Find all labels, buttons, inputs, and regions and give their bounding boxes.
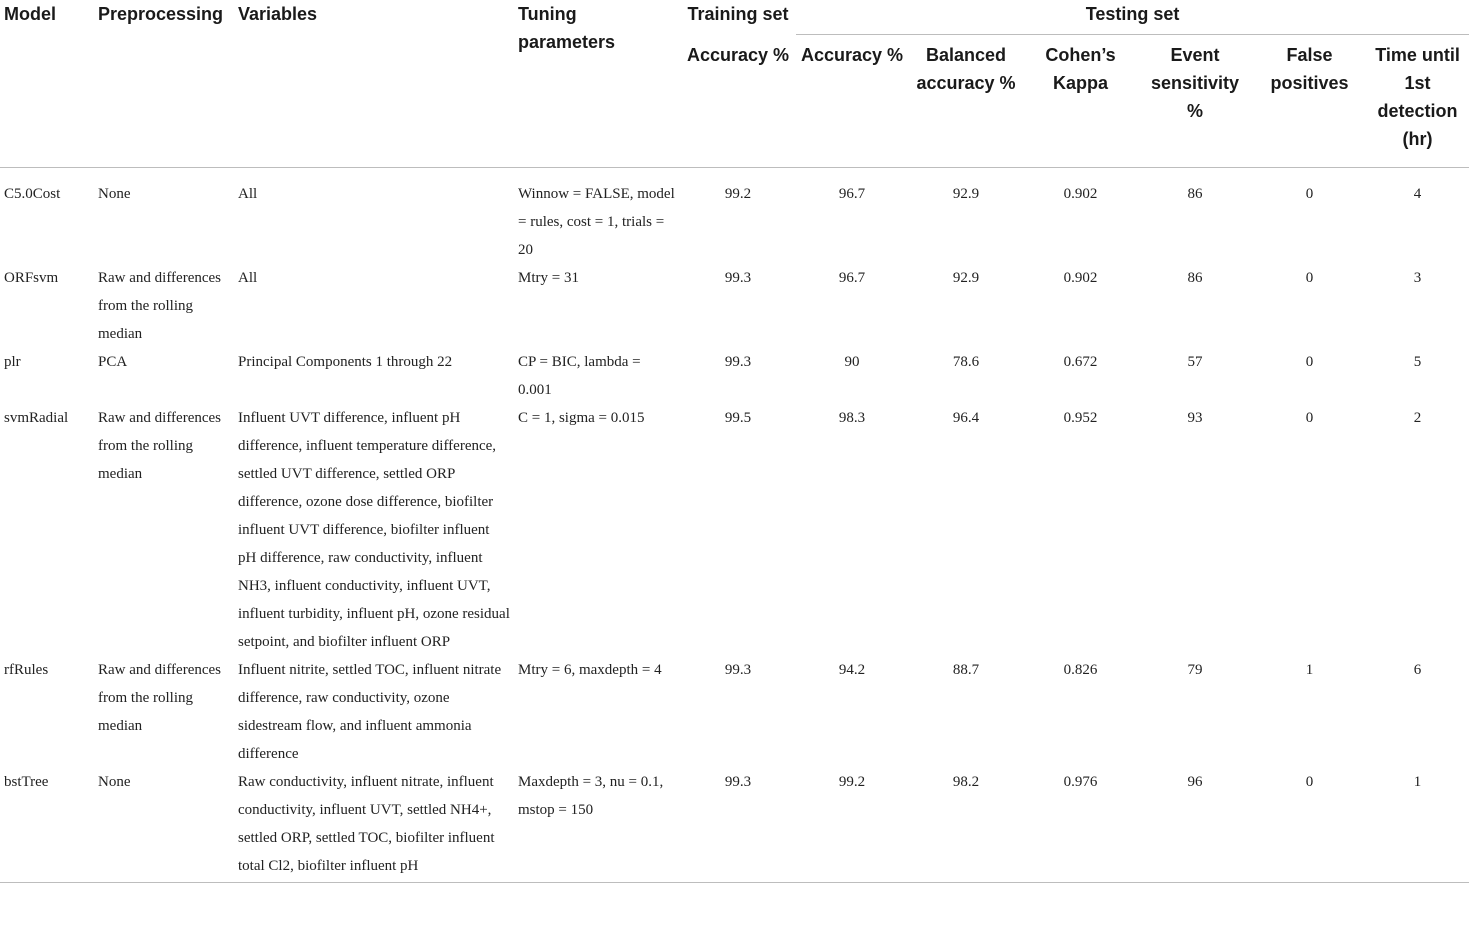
header-training-accuracy: Accuracy %	[680, 35, 796, 168]
header-time-until-detection: Time until 1st detection (hr)	[1366, 35, 1469, 168]
cell-tuning: Mtry = 6, maxdepth = 4	[518, 662, 662, 678]
cell-time-until-detection: 1	[1366, 768, 1469, 883]
header-tuning-parameters: Tuning parameters	[514, 0, 680, 168]
cell-time-until-detection: 4	[1413, 186, 1422, 202]
cell-tuning: Winnow = FALSE, model = rules, cost = 1, trials = 20	[518, 186, 675, 258]
cell-tuning: Maxdepth = 3, nu = 0.1, mstop = 150	[514, 768, 680, 883]
cell-model: bstTree	[0, 768, 94, 883]
cell-false-positives: 0	[1305, 410, 1314, 426]
cell-time-until-detection: 3	[1413, 270, 1422, 286]
cell-variables: All	[238, 186, 258, 202]
cell-time-until-detection: 6	[1413, 662, 1422, 678]
cell-tuning: C = 1, sigma = 0.015	[518, 410, 645, 426]
header-false-positives: False positives	[1253, 35, 1366, 168]
cell-tuning: Mtry = 31	[518, 270, 579, 286]
cell-preprocessing: None	[94, 768, 234, 883]
cell-accuracy: 94.2	[838, 662, 866, 678]
cell-false-positives: 0	[1305, 186, 1314, 202]
table-row	[0, 348, 1469, 404]
cell-balanced-accuracy: 92.9	[952, 270, 980, 286]
header-testing-set: Testing set	[796, 0, 1469, 35]
table-row	[0, 264, 1469, 348]
cell-model: ORFsvm	[4, 270, 59, 286]
header-preprocessing: Preprocessing	[94, 0, 234, 168]
cell-false-positives: 0	[1305, 270, 1314, 286]
cell-kappa: 0.902	[1063, 270, 1098, 286]
header-training-set: Training set	[687, 4, 789, 24]
table-body	[0, 168, 1469, 883]
table-header	[0, 0, 1469, 168]
table-row	[0, 168, 1469, 265]
cell-variables: Influent nitrite, settled TOC, influent nitrate difference, raw conductivity, ozone sidestream flow, and influent ammonia difference	[238, 662, 502, 762]
cell-kappa: 0.672	[1063, 354, 1098, 370]
cell-model: svmRadial	[4, 410, 69, 426]
cell-variables: Principal Components 1 through 22	[238, 354, 453, 370]
table-row	[0, 404, 1469, 656]
cell-event-sensitivity: 86	[1187, 186, 1203, 202]
cell-balanced-accuracy: 88.7	[952, 662, 980, 678]
cell-time-until-detection: 5	[1413, 354, 1422, 370]
cell-kappa: 0.976	[1024, 768, 1137, 883]
cell-accuracy: 90	[844, 354, 860, 370]
cell-event-sensitivity: 86	[1187, 270, 1203, 286]
header-model: Model	[0, 0, 94, 168]
header-event-sensitivity: Event sensitivity %	[1137, 35, 1253, 168]
cell-kappa: 0.902	[1063, 186, 1098, 202]
cell-training-accuracy: 99.2	[724, 186, 752, 202]
cell-time-until-detection: 2	[1413, 410, 1422, 426]
header-cohens-kappa: Cohen’s Kappa	[1024, 35, 1137, 168]
cell-accuracy: 96.7	[838, 186, 866, 202]
header-balanced-accuracy: Balanced accuracy %	[908, 35, 1024, 168]
cell-preprocessing: Raw and differences from the rolling median	[98, 662, 222, 734]
cell-preprocessing: Raw and differences from the rolling median	[98, 410, 222, 482]
cell-training-accuracy: 99.3	[724, 662, 752, 678]
cell-balanced-accuracy: 98.2	[908, 768, 1024, 883]
cell-false-positives: 0	[1253, 768, 1366, 883]
header-variables: Variables	[234, 0, 514, 168]
table-row	[0, 656, 1469, 768]
header-accuracy: Accuracy %	[796, 35, 908, 168]
cell-variables: All	[238, 270, 258, 286]
cell-tuning: CP = BIC, lambda = 0.001	[518, 354, 641, 398]
cell-event-sensitivity: 79	[1187, 662, 1203, 678]
cell-variables: Raw conductivity, influent nitrate, influent conductivity, influent UVT, settled NH4+, settled ORP, settled TOC, biofilter influent total Cl2, biofilter influent pH	[234, 768, 514, 883]
cell-preprocessing: PCA	[98, 354, 128, 370]
cell-accuracy: 96.7	[838, 270, 866, 286]
cell-training-accuracy: 99.5	[724, 410, 752, 426]
cell-kappa: 0.952	[1063, 410, 1098, 426]
table-row	[0, 768, 1469, 883]
cell-false-positives: 1	[1305, 662, 1314, 678]
cell-event-sensitivity: 57	[1187, 354, 1203, 370]
cell-model: plr	[4, 354, 21, 370]
cell-variables: Influent UVT difference, influent pH difference, influent temperature difference, settled UVT difference, settled ORP difference, ozone dose difference, biofilter influent UVT difference, biofilter influent pH difference, raw conductivity, influent NH3, influent conductivity, influent UVT, influent turbidity, influent pH, ozone residual setpoint, and biofilter influent ORP	[238, 410, 510, 650]
cell-training-accuracy: 99.3	[724, 270, 752, 286]
cell-kappa: 0.826	[1063, 662, 1098, 678]
cell-preprocessing: Raw and differences from the rolling median	[98, 270, 222, 342]
cell-preprocessing: None	[98, 186, 131, 202]
cell-event-sensitivity: 96	[1137, 768, 1253, 883]
cell-balanced-accuracy: 78.6	[952, 354, 980, 370]
cell-event-sensitivity: 93	[1187, 410, 1203, 426]
cell-model: rfRules	[4, 662, 49, 678]
cell-balanced-accuracy: 92.9	[952, 186, 980, 202]
cell-model: C5.0Cost	[4, 186, 61, 202]
cell-accuracy: 99.2	[796, 768, 908, 883]
cell-balanced-accuracy: 96.4	[952, 410, 980, 426]
cell-accuracy: 98.3	[838, 410, 866, 426]
cell-training-accuracy: 99.3	[680, 768, 796, 883]
cell-false-positives: 0	[1305, 354, 1314, 370]
cell-training-accuracy: 99.3	[724, 354, 752, 370]
